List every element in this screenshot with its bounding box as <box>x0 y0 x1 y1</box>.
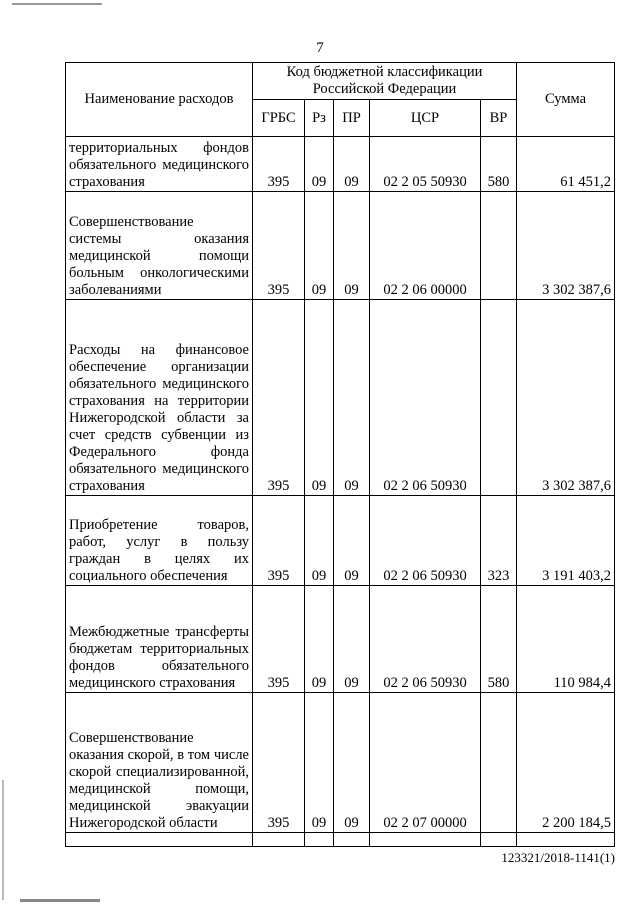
header-vr: ВР <box>481 100 517 137</box>
header-rz: Рз <box>305 100 334 137</box>
row-grbs: 395 <box>253 192 305 300</box>
row-vr <box>481 300 517 496</box>
row-pr: 09 <box>334 300 370 496</box>
row-pr: 09 <box>334 693 370 833</box>
row-csr: 02 2 06 50930 <box>370 300 481 496</box>
row-csr: 02 2 06 50930 <box>370 586 481 693</box>
row-pr: 09 <box>334 496 370 586</box>
row-pr: 09 <box>334 137 370 192</box>
row-sum: 3 302 387,6 <box>517 192 615 300</box>
header-name: Наименование расходов <box>66 63 253 137</box>
row-rz: 09 <box>305 586 334 693</box>
row-vr <box>481 192 517 300</box>
row-csr: 02 2 06 00000 <box>370 192 481 300</box>
row-grbs: 395 <box>253 693 305 833</box>
scan-artifact <box>20 899 100 902</box>
row-pr: 09 <box>334 192 370 300</box>
row-sum: 61 451,2 <box>517 137 615 192</box>
row-vr: 580 <box>481 586 517 693</box>
row-vr <box>481 693 517 833</box>
row-name: Межбюджетные трансферты бюджетам территориальных фондов обязательного медицинского страхования <box>66 586 253 693</box>
table-row <box>66 300 615 496</box>
page-number: 7 <box>316 40 324 56</box>
header-csr: ЦСР <box>370 100 481 137</box>
row-sum: 3 302 387,6 <box>517 300 615 496</box>
row-grbs: 395 <box>253 586 305 693</box>
table-row-empty <box>66 833 615 847</box>
scan-artifact <box>2 780 4 900</box>
row-rz: 09 <box>305 693 334 833</box>
row-pr: 09 <box>334 586 370 693</box>
row-grbs: 395 <box>253 137 305 192</box>
row-sum: 2 200 184,5 <box>517 693 615 833</box>
row-csr: 02 2 05 50930 <box>370 137 481 192</box>
row-csr: 02 2 07 00000 <box>370 693 481 833</box>
row-vr: 580 <box>481 137 517 192</box>
row-vr: 323 <box>481 496 517 586</box>
row-rz: 09 <box>305 137 334 192</box>
row-rz: 09 <box>305 496 334 586</box>
document-id: 123321/2018-1141(1) <box>501 850 615 865</box>
row-rz: 09 <box>305 192 334 300</box>
table-row <box>66 586 615 693</box>
row-sum: 3 191 403,2 <box>517 496 615 586</box>
scan-artifact <box>12 3 102 5</box>
row-grbs: 395 <box>253 300 305 496</box>
row-name: Совершенствование системы оказания медицинской помощи больным онкологическими заболеваниями <box>66 192 253 300</box>
row-grbs: 395 <box>253 496 305 586</box>
table-row <box>66 192 615 300</box>
row-sum: 110 984,4 <box>517 586 615 693</box>
row-rz: 09 <box>305 300 334 496</box>
row-csr: 02 2 06 50930 <box>370 496 481 586</box>
header-sum: Сумма <box>517 63 615 137</box>
table-row <box>66 137 615 192</box>
row-name: Совершенствование оказания скорой, в том числе скорой специализированной, медицинской помощи, медицинской эвакуации Нижегородской области <box>66 693 253 833</box>
row-name: территориальных фондов обязательного медицинского страхования <box>66 137 253 192</box>
header-pr: ПР <box>334 100 370 137</box>
table-row <box>66 496 615 586</box>
row-name: Расходы на финансовое обеспечение организации обязательного медицинского страхования на территории Нижегородской области за счет средств субвенции из Федерального фонда обязательного медицинского страхования <box>66 300 253 496</box>
row-name: Приобретение товаров, работ, услуг в пользу граждан в целях их социального обеспечения <box>66 496 253 586</box>
table-row <box>66 693 615 833</box>
header-grbs: ГРБС <box>253 100 305 137</box>
budget-table <box>65 62 615 847</box>
header-kbk: Код бюджетной классификации Российской Федерации <box>253 63 517 100</box>
